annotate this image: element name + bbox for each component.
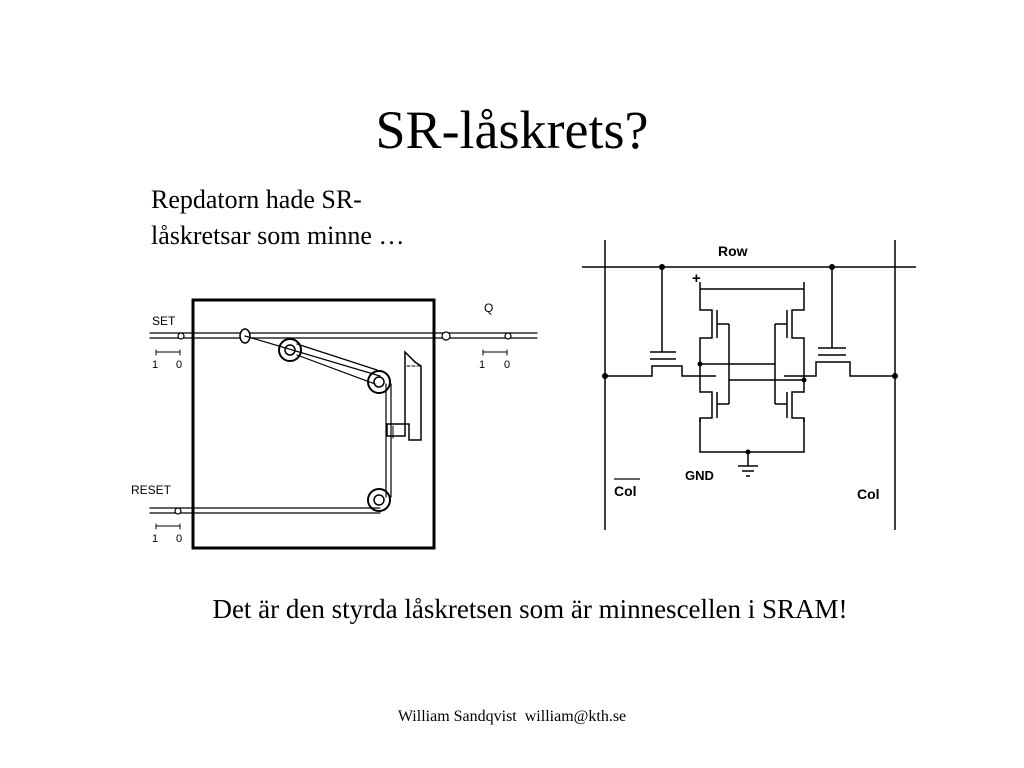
vdd-plus-label: + <box>692 270 701 287</box>
row-label: Row <box>718 243 748 259</box>
reset-label: RESET <box>131 483 172 497</box>
set-zero-label: 0 <box>176 359 183 371</box>
col-bar-label: Col <box>614 483 637 499</box>
rope-latch-diagram <box>125 292 545 557</box>
reset-zero-label: 0 <box>176 533 183 545</box>
q-one-label: 1 <box>479 359 486 371</box>
footer-email: william@kth.se <box>524 708 627 725</box>
intro-line-2: låskretsar som minne … <box>151 221 405 250</box>
col-label: Col <box>857 486 880 502</box>
reset-one-label: 1 <box>152 533 159 545</box>
q-zero-label: 0 <box>504 359 511 371</box>
gnd-label: GND <box>685 468 714 483</box>
slide-title: SR-låskrets? <box>375 100 649 160</box>
counterweight-icon <box>387 352 421 440</box>
set-label: SET <box>152 314 176 328</box>
q-label: Q <box>484 301 494 315</box>
intro-line-1: Repdatorn hade SR- <box>151 185 362 214</box>
pulley-top-icon <box>279 339 301 361</box>
footer-name: William Sandqvist <box>397 708 517 725</box>
intro-text <box>151 182 511 254</box>
slide-footer <box>0 707 1024 727</box>
set-one-label: 1 <box>152 359 159 371</box>
sram-cell-schematic <box>578 232 923 537</box>
slide-caption: Det är den styrda låskretsen som är minnescellen i SRAM! <box>212 594 848 624</box>
